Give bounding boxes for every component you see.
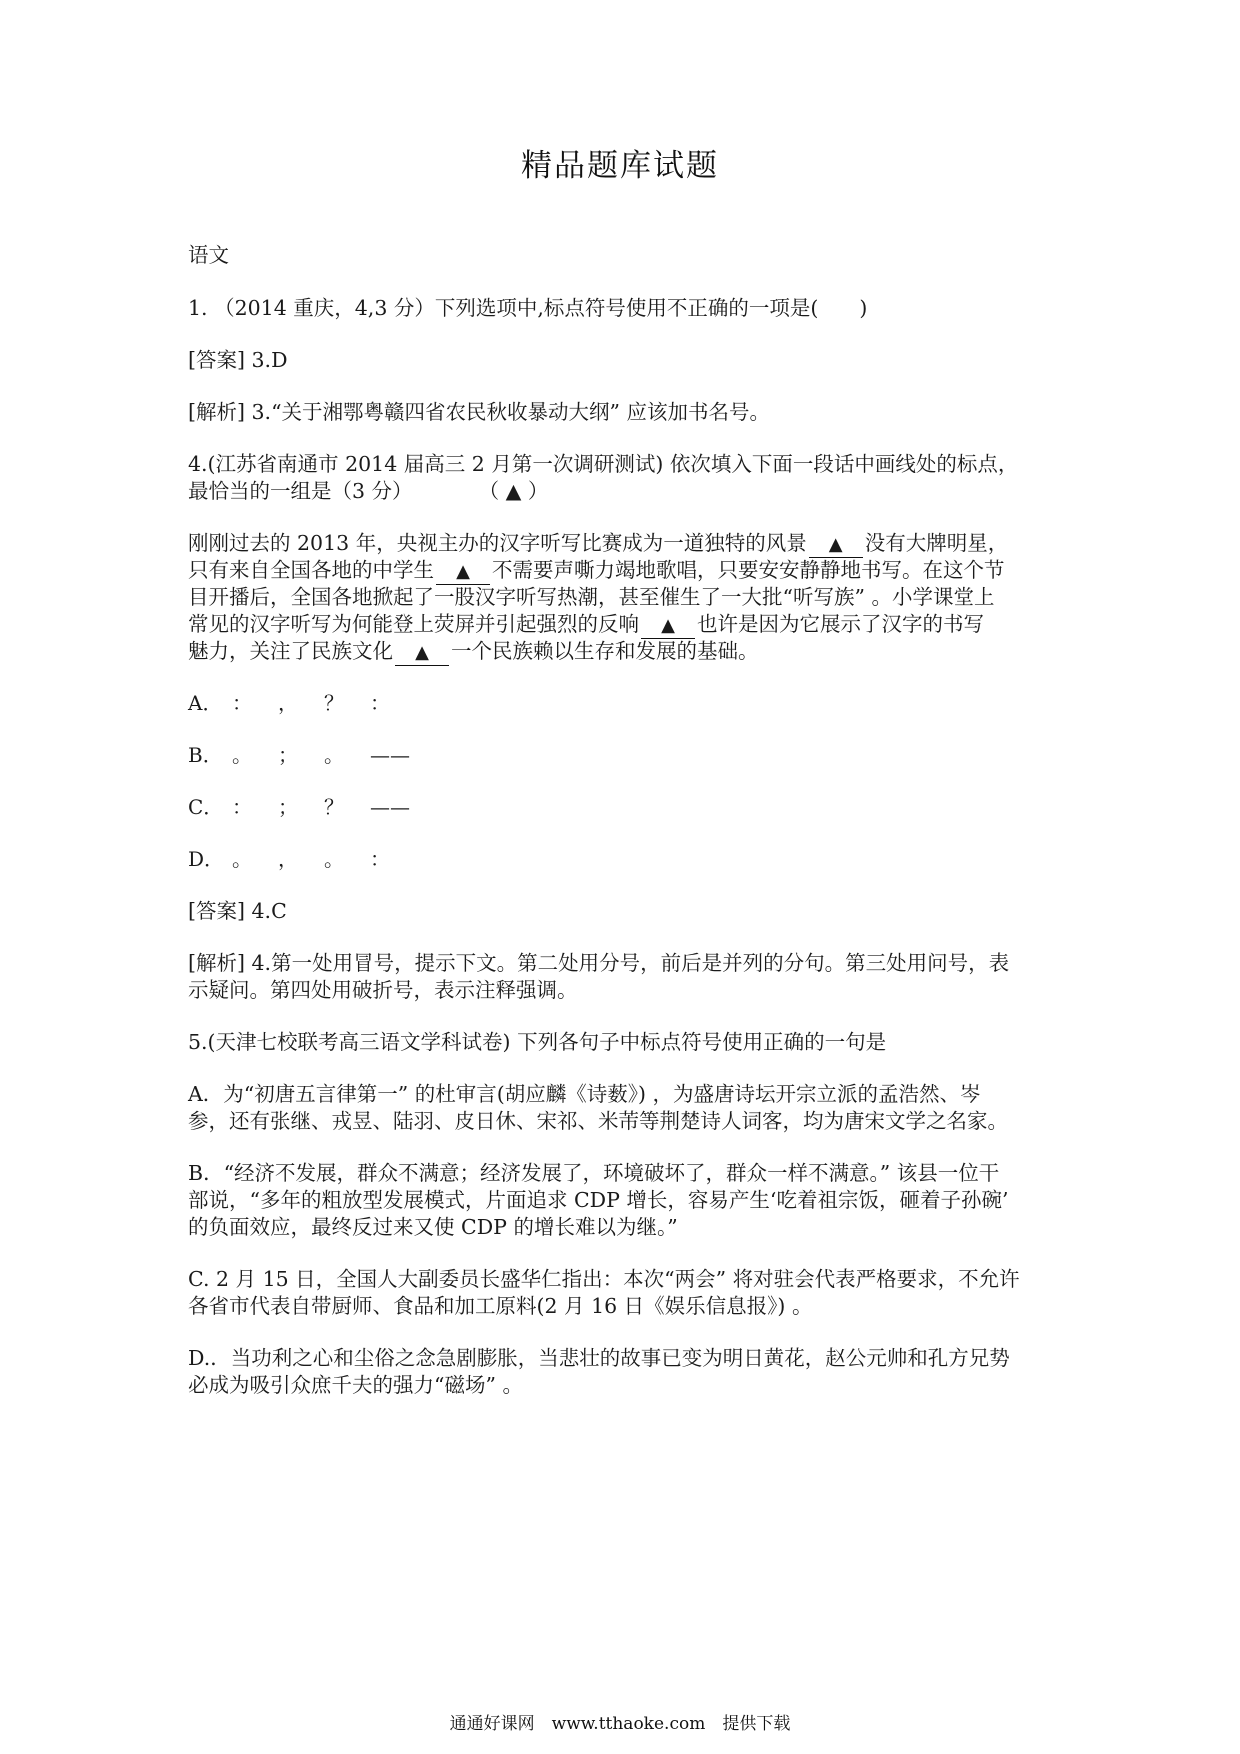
passage-line-5 xyxy=(188,636,1068,666)
question-4-stem-line2 xyxy=(188,476,1068,506)
triangle-marker-icon: ▲ xyxy=(415,642,429,663)
passage-text: 常见的汉字听写为何能登上荧屏并引起强烈的反响 xyxy=(188,612,639,636)
option-label: D． xyxy=(188,847,225,871)
option-mark: ； xyxy=(278,795,298,819)
question-1-analysis: [解析] 3.“关于湘鄂粤赣四省农民秋收暴动大纲” 应该加书名号。 xyxy=(188,400,771,424)
option-mark: ： xyxy=(232,691,252,715)
option-mark: ， xyxy=(278,847,298,871)
passage-line-1 xyxy=(188,528,1068,558)
option-mark: 。 xyxy=(324,743,344,767)
triangle-marker-icon: ▲ xyxy=(456,561,470,582)
question-4-analysis-line1: [解析] 4.第一处用冒号，提示下文。第二处用分号，前后是并列的分句。第三处用问号，表 xyxy=(188,951,1010,975)
option-label: B． xyxy=(188,743,223,767)
question-4-stem-text: 最恰当的一组是（3 分） xyxy=(188,479,413,503)
option-label: C． xyxy=(188,795,224,819)
option-mark: ， xyxy=(278,691,298,715)
question-4-analysis-line2: 示疑问。第四处用破折号，表示注释强调。 xyxy=(188,978,578,1002)
passage-text: 也许是因为它展示了汉字的书写 xyxy=(697,612,984,636)
question-1-answer: [答案] 3.D xyxy=(188,348,288,372)
option-mark: ： xyxy=(370,847,390,871)
option-mark: ； xyxy=(278,743,298,767)
passage-line-2 xyxy=(188,555,1068,585)
triangle-marker-icon: ▲ xyxy=(661,615,675,636)
question-5-option-c-line2: 各省市代表自带厨师、食品和加工原料(2 月 16 日《娱乐信息报》) 。 xyxy=(188,1294,813,1318)
question-5-option-b-line3: 的负面效应，最终反过来又使 CDP 的增长难以为继。” xyxy=(188,1215,678,1239)
question-5-option-b-line2: 部说，“多年的粗放型发展模式，片面追求 CDP 增长，容易产生‘吃着祖宗饭，砸着子孙碗’ xyxy=(188,1188,1009,1212)
option-b xyxy=(188,740,416,770)
passage-line-4 xyxy=(188,609,1068,639)
option-mark: 。 xyxy=(232,743,252,767)
option-label: A． xyxy=(188,691,223,715)
question-5-option-c-line1: C. 2 月 15 日，全国人大副委员长盛华仁指出：本次“两会” 将对驻会代表严格要求，不允许 xyxy=(188,1267,1020,1291)
question-4-answer: [答案] 4.C xyxy=(188,899,287,923)
document-title: 精品题库试题 xyxy=(521,148,719,184)
subject-label: 语文 xyxy=(188,243,229,267)
option-a xyxy=(188,688,416,718)
passage-line-3: 目开播后，全国各地掀起了一股汉字听写热潮，甚至催生了一大批“听写族” 。小学课堂上 xyxy=(188,585,995,609)
option-mark: ： xyxy=(370,691,390,715)
question-4-answer-blank: （ ▲ ） xyxy=(478,479,549,503)
option-c xyxy=(188,792,416,822)
option-mark: —— xyxy=(370,795,410,819)
punctuation-blank-2 xyxy=(436,558,490,585)
punctuation-blank-3 xyxy=(641,612,695,639)
question-4-stem-line1: 4.(江苏省南通市 2014 届高三 2 月第一次调研测试) 依次填入下面一段话中画线处的标点， xyxy=(188,452,1019,476)
question-5-option-a-line1: A．为“初唐五言律第一” 的杜审言(胡应麟《诗薮》) ，为盛唐诗坛开宗立派的孟浩然、岑 xyxy=(188,1082,981,1106)
question-5-stem: 5.(天津七校联考高三语文学科试卷) 下列各句子中标点符号使用正确的一句是 xyxy=(188,1030,887,1054)
punctuation-blank-1 xyxy=(809,531,863,558)
passage-text: 不需要声嘶力竭地歌唱，只要安安静静地书写。在这个节 xyxy=(492,558,1005,582)
question-5-option-d-line2: 必成为吸引众庶千夫的强力“磁场” 。 xyxy=(188,1373,523,1397)
option-mark: ？ xyxy=(324,795,344,819)
punctuation-blank-4 xyxy=(395,639,449,666)
option-d xyxy=(188,844,416,874)
page-footer: 通通好课网 www.tthaoke.com 提供下载 xyxy=(449,1714,791,1734)
option-mark: ： xyxy=(232,795,252,819)
passage-text: 一个民族赖以生存和发展的基础。 xyxy=(451,639,759,663)
triangle-marker-icon: ▲ xyxy=(828,534,843,555)
option-mark: —— xyxy=(370,743,410,767)
option-mark: 。 xyxy=(232,847,252,871)
option-mark: ？ xyxy=(324,691,344,715)
passage-text: 刚刚过去的 2013 年，央视主办的汉字听写比赛成为一道独特的风景 xyxy=(188,531,807,555)
option-mark: 。 xyxy=(324,847,344,871)
passage-text: 魅力，关注了民族文化 xyxy=(188,639,393,663)
question-1-stem: 1. （2014 重庆，4,3 分）下列选项中,标点符号使用不正确的一项是( ) xyxy=(188,296,868,320)
question-5-option-b-line1: B．“经济不发展，群众不满意；经济发展了，环境破坏了，群众一样不满意。” 该县一位干 xyxy=(188,1161,1000,1185)
passage-text: 没有大牌明星， xyxy=(864,531,1009,555)
question-5-option-a-line2: 参，还有张继、戎昱、陆羽、皮日休、宋祁、米芾等荆楚诗人词客，均为唐宋文学之名家。 xyxy=(188,1109,1008,1133)
passage-text: 只有来自全国各地的中学生 xyxy=(188,558,434,582)
question-5-option-d-line1: D.．当功利之心和尘俗之念急剧膨胀，当悲壮的故事已变为明日黄花，赵公元帅和孔方兄势 xyxy=(188,1346,1010,1370)
